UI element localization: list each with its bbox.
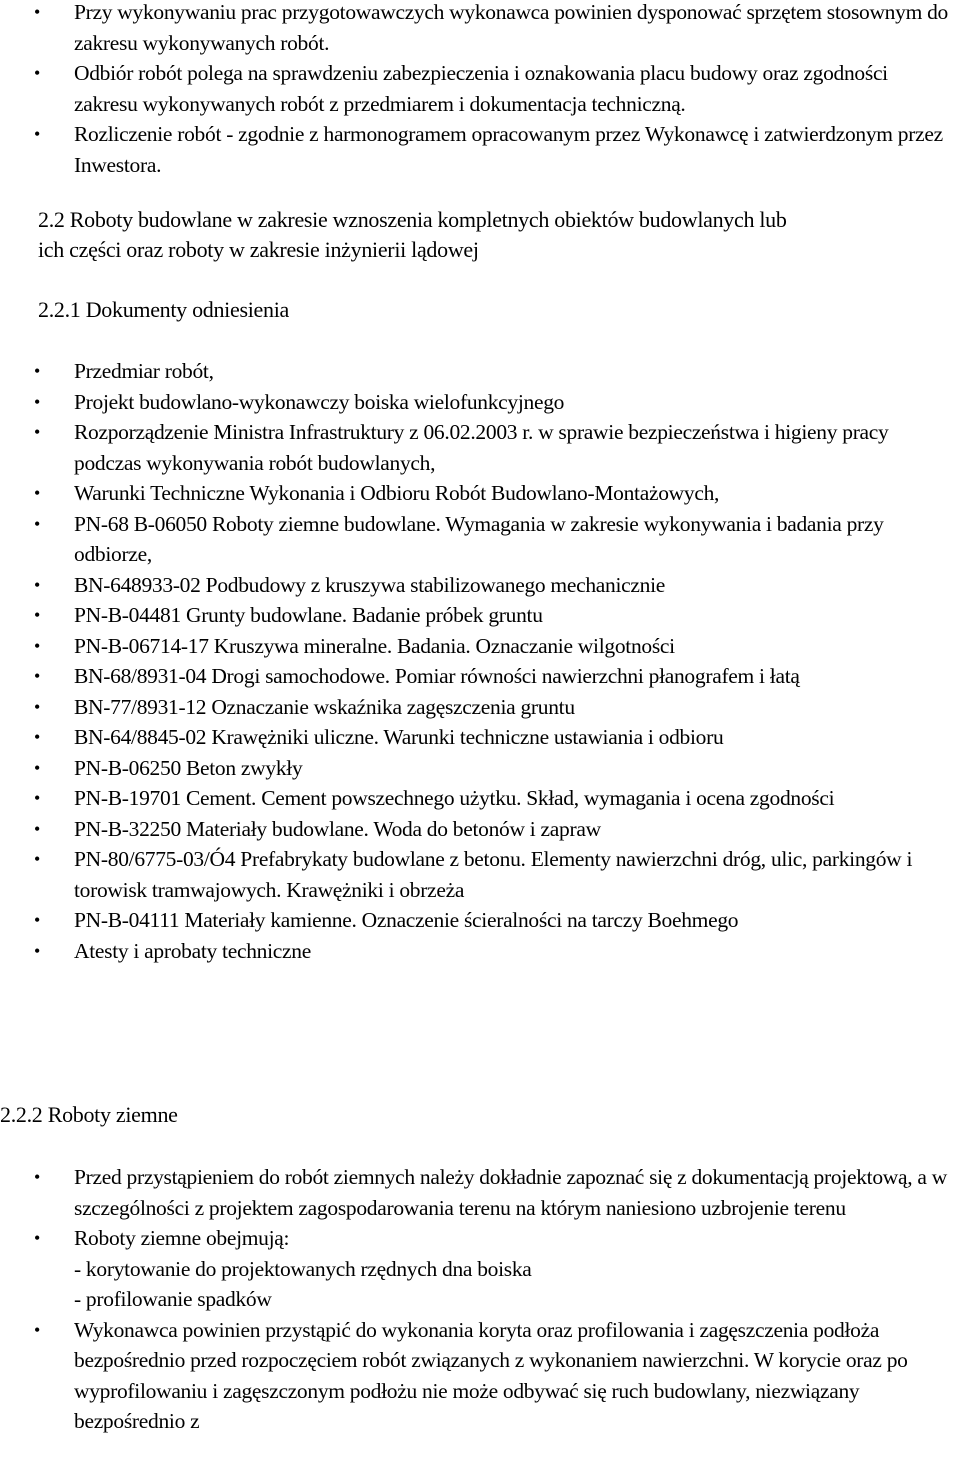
list-item: • PN-68 B-06050 Roboty ziemne budowlane. Wymagania w zakresie wykonywania i badania przy odbiorze, bbox=[0, 509, 960, 570]
list-item bbox=[0, 1223, 960, 1315]
section-heading-2-2-1: 2.2.1 Dokumenty odniesienia bbox=[38, 297, 289, 322]
reference-documents-list bbox=[0, 356, 960, 966]
heading-line: ich części oraz roboty w zakresie inżynierii lądowej bbox=[38, 237, 479, 262]
list-item: • Warunki Techniczne Wykonania i Odbioru Robót Budowlano-Montażowych, bbox=[0, 478, 960, 509]
list-item: • PN-B-06250 Beton zwykły bbox=[0, 753, 960, 784]
heading-line: 2.2 Roboty budowlane w zakresie wznoszenia kompletnych obiektów budowlanych lub bbox=[38, 207, 787, 232]
list-item: • PN-80/6775-03/Ó4 Prefabrykaty budowlane z betonu. Elementy nawierzchni dróg, ulic, parkingów i torowisk tramwajowych. Krawężniki i obrzeża bbox=[0, 844, 960, 905]
list-item: • BN-64/8845-02 Krawężniki uliczne. Warunki techniczne ustawiania i odbioru bbox=[0, 722, 960, 753]
list-item: • Rozliczenie robót - zgodnie z harmonogramem opracowanym przez Wykonawcę i zatwierdzonym przez Inwestora. bbox=[0, 119, 960, 180]
list-item: • BN-77/8931-12 Oznaczanie wskaźnika zagęszczenia gruntu bbox=[0, 692, 960, 723]
intro-bullet-list bbox=[0, 0, 960, 180]
list-item: • BN-68/8931-04 Drogi samochodowe. Pomiar równości nawierzchni płanografem i łatą bbox=[0, 661, 960, 692]
earthworks-list bbox=[0, 1162, 960, 1437]
list-item: • PN-B-32250 Materiały budowlane. Woda do betonów i zapraw bbox=[0, 814, 960, 845]
section-heading-2-2-2: 2.2.2 Roboty ziemne bbox=[0, 1102, 178, 1127]
list-item: • BN-648933-02 Podbudowy z kruszywa stabilizowanego mechanicznie bbox=[0, 570, 960, 601]
list-item: • Projekt budowlano-wykonawczy boiska wielofunkcyjnego bbox=[0, 387, 960, 418]
list-item: • PN-B-19701 Cement. Cement powszechnego użytku. Skład, wymagania i ocena zgodności bbox=[0, 783, 960, 814]
list-item: • Przy wykonywaniu prac przygotowawczych wykonawca powinien dysponować sprzętem stosownym do zakresu wykonywanych robót. bbox=[0, 0, 960, 58]
list-item-line: - profilowanie spadków bbox=[74, 1287, 272, 1311]
list-item-line: - korytowanie do projektowanych rzędnych dna boiska bbox=[74, 1256, 532, 1281]
list-item: • PN-B-04111 Materiały kamienne. Oznaczenie ścieralności na tarczy Boehmego bbox=[0, 905, 960, 936]
list-item-line: • Roboty ziemne obejmują: bbox=[74, 1226, 290, 1250]
list-item: • PN-B-04481 Grunty budowlane. Badanie próbek gruntu bbox=[0, 600, 960, 631]
list-item: • Atesty i aprobaty techniczne bbox=[0, 936, 960, 967]
list-item: • Przedmiar robót, bbox=[0, 356, 960, 387]
list-item: • Odbiór robót polega na sprawdzeniu zabezpieczenia i oznakowania placu budowy oraz zgodności zakresu wykonywanych robót z przedmiarem i dokumentacja techniczną. bbox=[0, 58, 960, 119]
list-item: • PN-B-06714-17 Kruszywa mineralne. Badania. Oznaczanie wilgotności bbox=[0, 631, 960, 662]
list-item: • Wykonawca powinien przystąpić do wykonania koryta oraz profilowania i zagęszczenia podłoża bezpośrednio przed rozpoczęciem robót związanych z wykonaniem nawierzchni. W korycie oraz po wyprofilowaniu i zagęszczonym podłożu nie może odbywać się ruch budowlany, niezwiązany bezpośrednio z bbox=[0, 1315, 960, 1437]
section-heading-2-2 bbox=[38, 205, 958, 265]
list-item: • Rozporządzenie Ministra Infrastruktury z 06.02.2003 r. w sprawie bezpieczeństwa i higieny pracy podczas wykonywania robót budowlanych, bbox=[0, 417, 960, 478]
list-item: • Przed przystąpieniem do robót ziemnych należy dokładnie zapoznać się z dokumentacją projektową, a w szczególności z projektem zagospodarowania terenu na którym naniesiono uzbrojenie terenu bbox=[0, 1162, 960, 1223]
